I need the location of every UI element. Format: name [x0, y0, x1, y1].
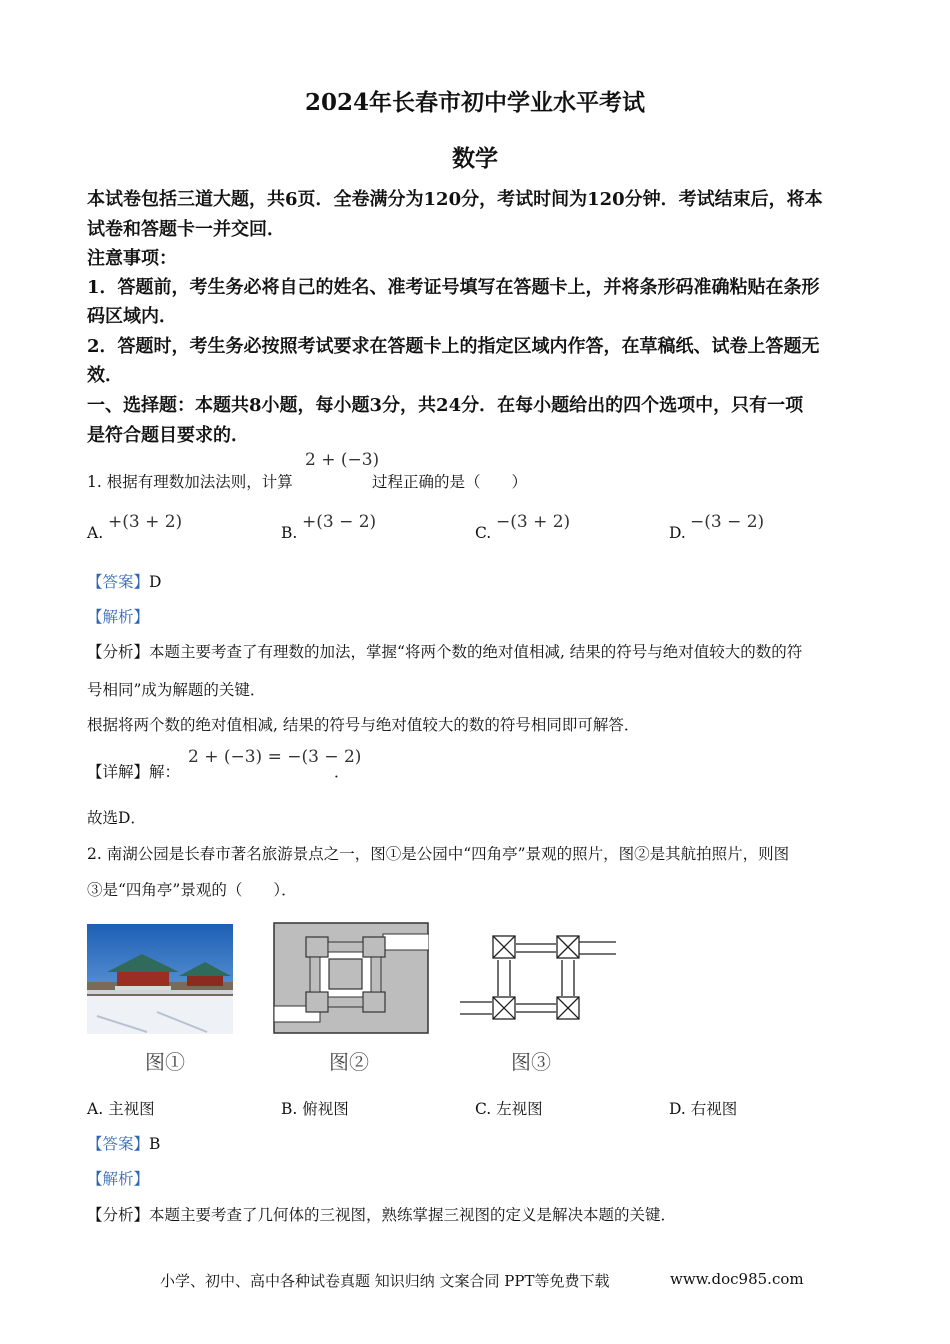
- q1-option-a-label: A.: [87, 524, 104, 542]
- q2-option-c-label: C.: [475, 1100, 492, 1118]
- q2-option-a-label: A.: [87, 1100, 104, 1118]
- q1-option-b-expr: +(3 − 2): [302, 512, 377, 532]
- q1-option-d-label: D.: [669, 524, 686, 542]
- q2-fenxi: 本题主要考查了几何体的三视图，熟练掌握三视图的定义是解决本题的关键．: [149, 1206, 677, 1224]
- figure-3-caption: 图③: [511, 1050, 551, 1074]
- q1-answer: D: [149, 573, 162, 591]
- q1-fenxi-tag: 【分析】: [87, 643, 150, 661]
- q2-line-2: ③是“四角亭”景观的（ ）．: [87, 881, 297, 899]
- q2-option-a-text: 主视图: [108, 1100, 155, 1118]
- notice-heading: 注意事项：: [87, 248, 177, 269]
- notice-1-line-1: 1．答题前，考生务必将自己的姓名、准考证号填写在答题卡上，并将条形码准确粘贴在条形: [87, 277, 820, 298]
- q1-answer-tag: 【答案】: [87, 573, 150, 591]
- section1-line-1: 一、选择题：本题共8小题，每小题3分，共24分．在每小题给出的四个选项中，只有一项: [87, 395, 804, 416]
- q1-detail-tag: 【详解】: [87, 763, 150, 781]
- q2-option-b-text: 俯视图: [302, 1100, 349, 1118]
- footer-text: 小学、初中、高中各种试卷真题 知识归纳 文案合同 PPT等免费下载: [160, 1272, 610, 1290]
- q2-analysis-tag: 【解析】: [87, 1170, 150, 1188]
- q1-fenxi-line-2: 号相同”成为解题的关键．: [87, 681, 266, 699]
- subject-title: 数学: [452, 145, 498, 172]
- footer-url[interactable]: www.doc985.com: [670, 1270, 804, 1288]
- figure-1-caption: 图①: [145, 1050, 185, 1074]
- q1-method: 根据将两个数的绝对值相减, 结果的符号与绝对值较大的数的符号相同即可解答．: [87, 716, 640, 734]
- q1-expression: 2 + (−3): [305, 450, 380, 470]
- notice-2-line-1: 2．答题时，考生务必按照考试要求在答题卡上的指定区域内作答，在草稿纸、试卷上答题无: [87, 336, 820, 357]
- top-view-figure: [460, 930, 618, 1026]
- q1-option-c-label: C.: [475, 524, 492, 542]
- exam-title: 2024年长春市初中学业水平考试: [304, 89, 645, 116]
- q1-detail-expression: 2 + (−3) = −(3 − 2): [188, 747, 362, 767]
- q1-fenxi-line-1: 本题主要考查了有理数的加法，掌握“将两个数的绝对值相减, 结果的符号与绝对值较大的数的符: [149, 643, 803, 661]
- q1-analysis-tag: 【解析】: [87, 608, 150, 626]
- section1-line-2: 是符合题目要求的．: [87, 425, 249, 446]
- q1-detail-prefix: 解：: [149, 763, 181, 781]
- notice-1-line-2: 码区域内．: [87, 306, 177, 327]
- q1-option-b-label: B.: [281, 524, 298, 542]
- q2-option-b-label: B.: [281, 1100, 298, 1118]
- q1-prefix: 1. 根据有理数加法法则，计算: [87, 473, 293, 491]
- pavilion-photo: [87, 924, 233, 1034]
- q2-option-d-label: D.: [669, 1100, 686, 1118]
- q1-suffix: 过程正确的是（ ）: [372, 473, 528, 491]
- figure-2-caption: 图②: [329, 1050, 369, 1074]
- aerial-view-figure: [273, 922, 429, 1034]
- q1-detail-end: ．: [334, 763, 350, 781]
- q2-line-1: 2. 南湖公园是长春市著名旅游景点之一，图①是公园中“四角亭”景观的照片，图②是其航拍照片，则图: [87, 845, 790, 863]
- q1-option-d-expr: −(3 − 2): [690, 512, 765, 532]
- intro-line-2: 试卷和答题卡一并交回．: [87, 219, 285, 240]
- q2-option-d-text: 右视图: [690, 1100, 738, 1118]
- q2-answer-tag: 【答案】: [87, 1135, 150, 1153]
- q2-option-c-text: 左视图: [496, 1100, 543, 1118]
- q1-conclusion: 故选D．: [87, 809, 146, 827]
- q1-option-c-expr: −(3 + 2): [496, 512, 571, 532]
- intro-line-1: 本试卷包括三道大题，共6页．全卷满分为120分，考试时间为120分钟．考试结束后，将本: [87, 189, 823, 210]
- q1-option-a-expr: +(3 + 2): [108, 512, 183, 532]
- notice-2-line-2: 效．: [87, 365, 123, 386]
- q2-fenxi-tag: 【分析】: [87, 1206, 150, 1224]
- q2-answer: B: [149, 1135, 161, 1153]
